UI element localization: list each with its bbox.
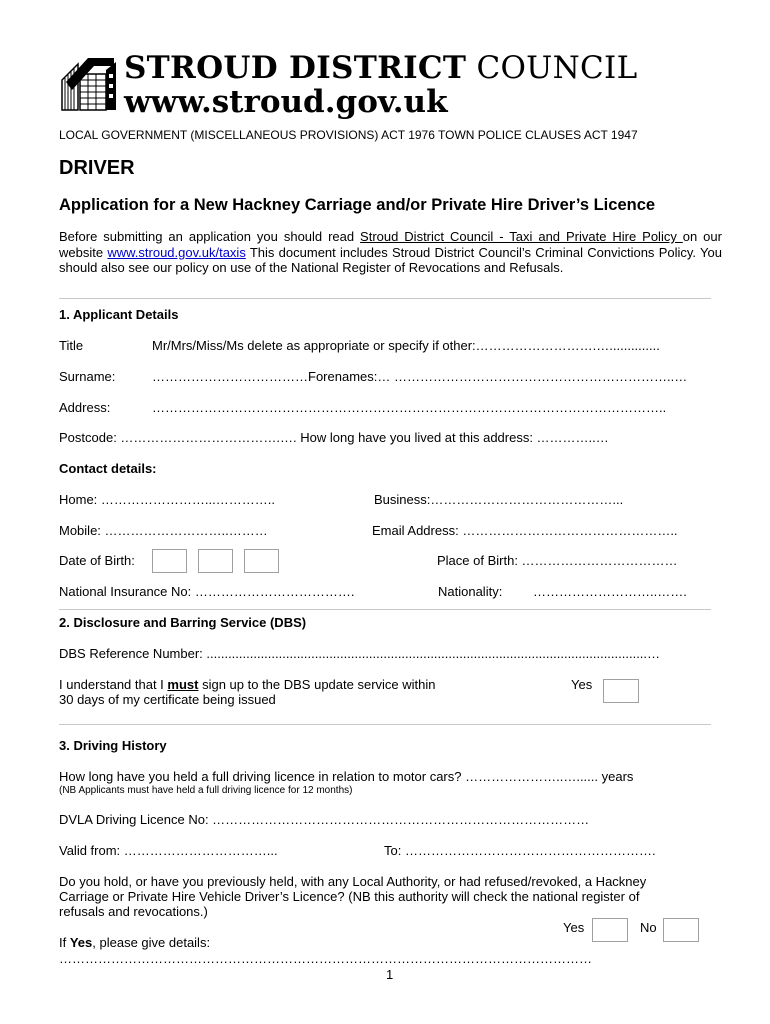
surname-label: Surname: — [59, 369, 116, 384]
divider — [59, 724, 711, 725]
previous-licence-question-line2: Carriage or Private Hire Vehicle Driver’s Licence? (NB this authority will check the national register of — [59, 889, 640, 904]
dbs-update-statement — [59, 677, 436, 692]
intro-paragraph — [59, 229, 722, 276]
details-text-1: If — [59, 935, 70, 950]
place-of-birth-field[interactable]: Place of Birth: ……………………………… — [437, 553, 678, 568]
section-applicant-heading: 1. Applicant Details — [59, 307, 179, 322]
divider — [59, 298, 711, 299]
previous-licence-question-line3: refusals and revocations.) — [59, 904, 208, 919]
details-text-2: , please give details: — [92, 935, 211, 950]
title-field[interactable]: Mr/Mrs/Miss/Ms delete as appropriate or specify if other:……………………….….............. — [152, 338, 660, 353]
title-label: Title — [59, 338, 84, 353]
dbs-update-text-2: sign up to the DBS update service within — [198, 677, 436, 692]
council-name — [124, 50, 637, 86]
mobile-field[interactable]: Mobile: ………………………..……… — [59, 523, 268, 538]
intro-text-2: on our website — [59, 229, 722, 260]
surname-forenames-field[interactable]: ………………………………Forenames:… ………………………………………………………..… — [152, 369, 688, 384]
address-field[interactable]: ……………………………………………………………………………………………………….. — [152, 400, 667, 415]
page-number: 1 — [386, 967, 394, 982]
dbs-update-statement-line2: 30 days of my certificate being issued — [59, 692, 276, 707]
licence-held-duration-field[interactable]: How long have you held a full driving licence in relation to motor cars? …………………..…...... years — [59, 769, 634, 784]
home-phone-field[interactable]: Home: ……………………...………….. — [59, 492, 275, 507]
details-field[interactable]: …………………………………………………………………………………………………………… — [59, 951, 592, 966]
dob-day-box[interactable] — [152, 549, 187, 573]
dbs-yes-checkbox[interactable] — [603, 679, 639, 703]
nationality-label: Nationality: — [438, 584, 503, 599]
previous-licence-no-checkbox[interactable] — [663, 918, 699, 942]
dob-year-box[interactable] — [244, 549, 279, 573]
valid-to-field[interactable]: To: …………………………………………………. — [384, 843, 656, 858]
previous-licence-yes-label: Yes — [563, 920, 585, 935]
contact-details-heading: Contact details: — [59, 461, 157, 476]
dvla-licence-field[interactable]: DVLA Driving Licence No: …………………………………………………………………………… — [59, 812, 590, 827]
council-logo — [58, 52, 120, 114]
previous-licence-no-label: No — [640, 920, 657, 935]
intro-text-3: This document includes Stroud District Council’s Criminal Convictions Policy. You should also see our policy on use of the National Register of Revocations and Refusals. — [59, 244, 722, 276]
nationality-field[interactable]: ………………………..……. — [533, 584, 687, 599]
council-name-light: COUNCIL — [476, 50, 638, 86]
details-label — [59, 935, 210, 950]
council-website: www.stroud.gov.uk — [124, 84, 448, 120]
previous-licence-question-line1: Do you hold, or have you previously held, with any Local Authority, or had refused/revoked, a Hackney — [59, 874, 647, 889]
dob-month-box[interactable] — [198, 549, 233, 573]
dbs-reference-field[interactable]: DBS Reference Number: ..........................................................................................................................… — [59, 646, 661, 661]
dbs-update-must: must — [167, 677, 199, 692]
details-yes: Yes — [69, 935, 93, 950]
postcode-duration-field[interactable]: Postcode: ……………………………….…. How long have you lived at this address: …………..… — [59, 430, 609, 445]
page-subtitle: Application for a New Hackney Carriage and/or Private Hire Driver’s Licence — [59, 196, 656, 214]
dob-label: Date of Birth: — [59, 553, 135, 568]
email-field[interactable]: Email Address: ………………………………………….. — [372, 523, 678, 538]
previous-licence-yes-checkbox[interactable] — [592, 918, 628, 942]
policy-link[interactable]: Stroud District Council - Taxi and Private Hire Policy — [360, 229, 683, 244]
intro-text-1: Before submitting an application you should read — [59, 229, 361, 244]
section-dbs-heading: 2. Disclosure and Barring Service (DBS) — [59, 615, 307, 630]
council-name-bold: STROUD DISTRICT — [124, 50, 467, 86]
valid-from-field[interactable]: Valid from: ……………………………... — [59, 843, 278, 858]
ni-number-field[interactable]: National Insurance No: ………………………………. — [59, 584, 355, 599]
page-title: DRIVER — [59, 157, 135, 179]
licence-held-note: (NB Applicants must have held a full driving licence for 12 months) — [59, 785, 353, 796]
council-logo-icon — [58, 52, 120, 114]
section-driving-history-heading: 3. Driving History — [59, 738, 167, 753]
business-phone-field[interactable]: Business:……………………………………... — [374, 492, 624, 507]
divider — [59, 609, 711, 610]
address-label: Address: — [59, 400, 111, 415]
dbs-update-text-1: I understand that I — [59, 677, 168, 692]
website-link[interactable]: www.stroud.gov.uk/taxis — [107, 244, 246, 260]
dbs-yes-label: Yes — [571, 677, 593, 692]
act-line: LOCAL GOVERNMENT (MISCELLANEOUS PROVISIONS) ACT 1976 TOWN POLICE CLAUSES ACT 1947 — [59, 128, 638, 142]
